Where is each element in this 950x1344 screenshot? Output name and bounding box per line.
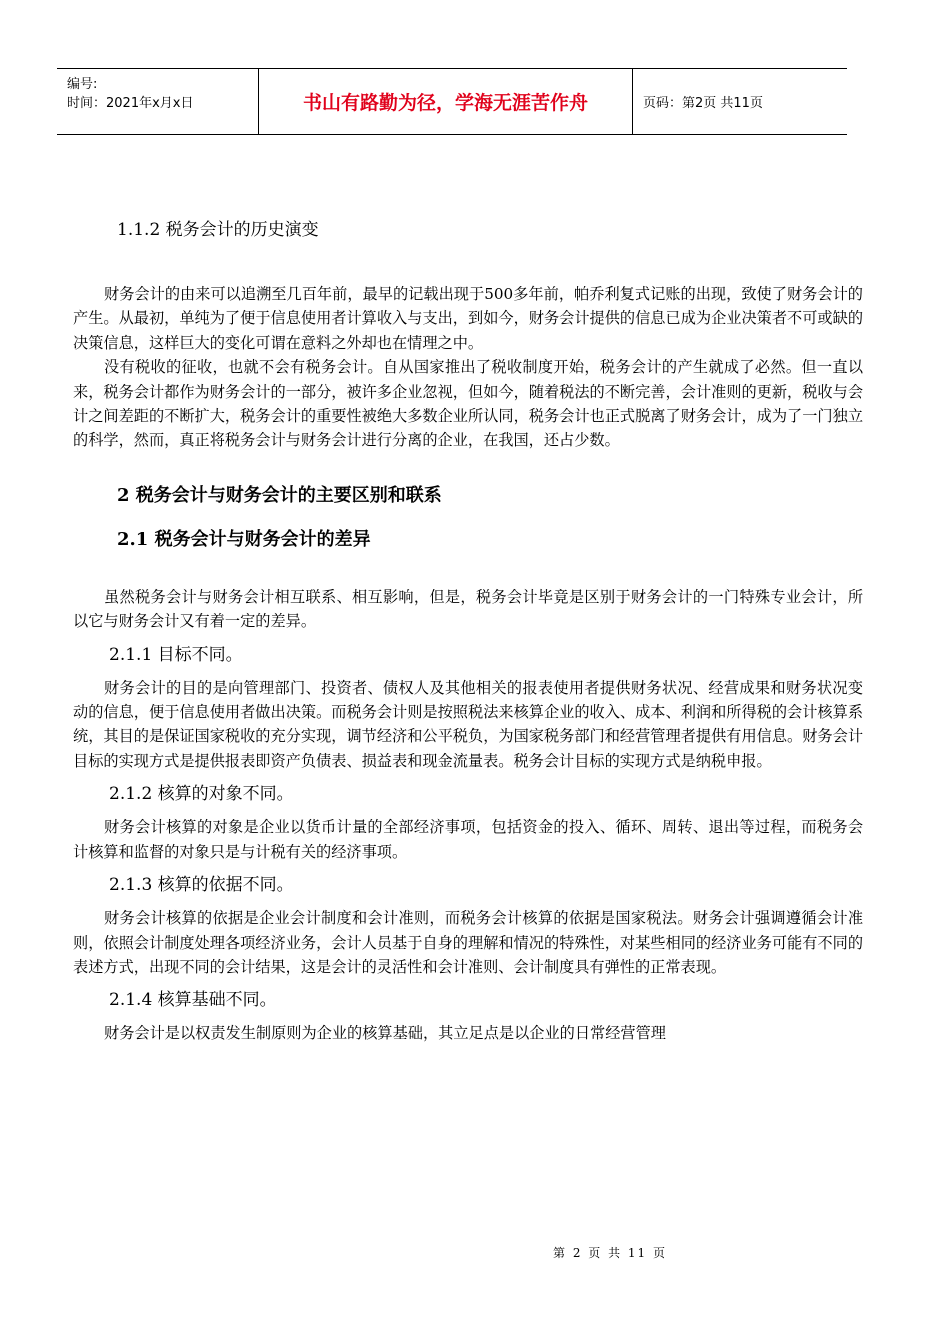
paragraph: 财务会计是以权责发生制原则为企业的核算基础，其立足点是以企业的日常经营管理 — [104, 1024, 666, 1043]
header-motto: 书山有路勤为径，学海无涯苦作舟 — [259, 69, 633, 134]
paragraph: 财务会计核算的对象是企业以货币计量的全部经济事项，包括资金的投入、循环、周转、退出等过程，而税务会计核算和监督的对象只是与计税有关的经济事项。 — [73, 818, 863, 861]
header-page-info: 页码：第2页 共11页 — [643, 96, 763, 111]
header-time: 时间：2021年x月x日 — [67, 96, 194, 111]
paragraph: 虽然税务会计与财务会计相互联系、相互影响，但是，税务会计毕竟是区别于财务会计的一门特殊专业会计，所以它与财务会计又有着一定的差异。 — [73, 587, 863, 631]
footer-page-number: 第 2 页 共 11 页 — [553, 1246, 667, 1260]
header-meta — [57, 69, 259, 134]
document-body — [73, 215, 863, 1046]
section-heading-2-1: 2.1 税务会计与财务会计的差异 — [117, 528, 371, 550]
paragraph: 财务会计核算的依据是企业会计制度和会计准则，而税务会计核算的依据是国家税法。财务会计强调遵循会计准则，依照会计制度处理各项经济业务，会计人员基于自身的理解和情况的特殊性，对某些相同的经济业务可能有不同的表述方式，出现不同的会计结果，这是会计的灵活性和会计准则、会计制度具有弹性的正常表现。 — [73, 909, 863, 976]
paragraph: 没有税收的征收，也就不会有税务会计。自从国家推出了税收制度开始，税务会计的产生就成了必然。但一直以来，税务会计都作为财务会计的一部分，被许多企业忽视，但如今，随着税法的不断完善，会计准则的更新，税收与会计之间差距的不断扩大，税务会计的重要性被绝大多数企业所认同，税务会计也正式脱离了财务会计，成为了一门独立的科学，然而，真正将税务会计与财务会计进行分离的企业，在我国，还占少数。 — [73, 358, 863, 450]
page-header — [57, 68, 847, 135]
page-footer — [0, 1244, 950, 1261]
paragraph: 财务会计的目的是向管理部门、投资者、债权人及其他相关的报表使用者提供财务状况、经营成果和财务状况变动的信息，便于信息使用者做出决策。而税务会计则是按照税法来核算企业的收入、成本、利润和所得税的会计核算系统，其目的是保证国家税收的充分实现，调节经济和公平税负，为国家税务部门和经营管理者提供有用信息。财务会计目标的实现方式是提供报表即资产负债表、损益表和现金流量表。税务会计目标的实现方式是纳税申报。 — [73, 678, 863, 770]
section-heading-2-1-3: 2.1.3 核算的依据不同。 — [109, 875, 294, 896]
chapter-heading-2: 2 税务会计与财务会计的主要区别和联系 — [117, 484, 442, 506]
header-number: 编号: — [67, 77, 98, 92]
section-heading-2-1-1: 2.1.1 目标不同。 — [109, 644, 243, 665]
paragraph: 财务会计的由来可以追溯至几百年前，最早的记载出现于500多年前，帕乔利复式记账的出现，致使了财务会计的产生。从最初，单纯为了便于信息使用者计算收入与支出，到如今，财务会计提供的信息已成为企业决策者不可或缺的决策信息，这样巨大的变化可谓在意料之外却也在情理之中。 — [73, 285, 863, 352]
section-heading-2-1-2: 2.1.2 核算的对象不同。 — [109, 784, 294, 805]
section-heading-1-1-2: 1.1.2 税务会计的历史演变 — [117, 220, 319, 240]
section-heading-2-1-4: 2.1.4 核算基础不同。 — [109, 990, 277, 1011]
